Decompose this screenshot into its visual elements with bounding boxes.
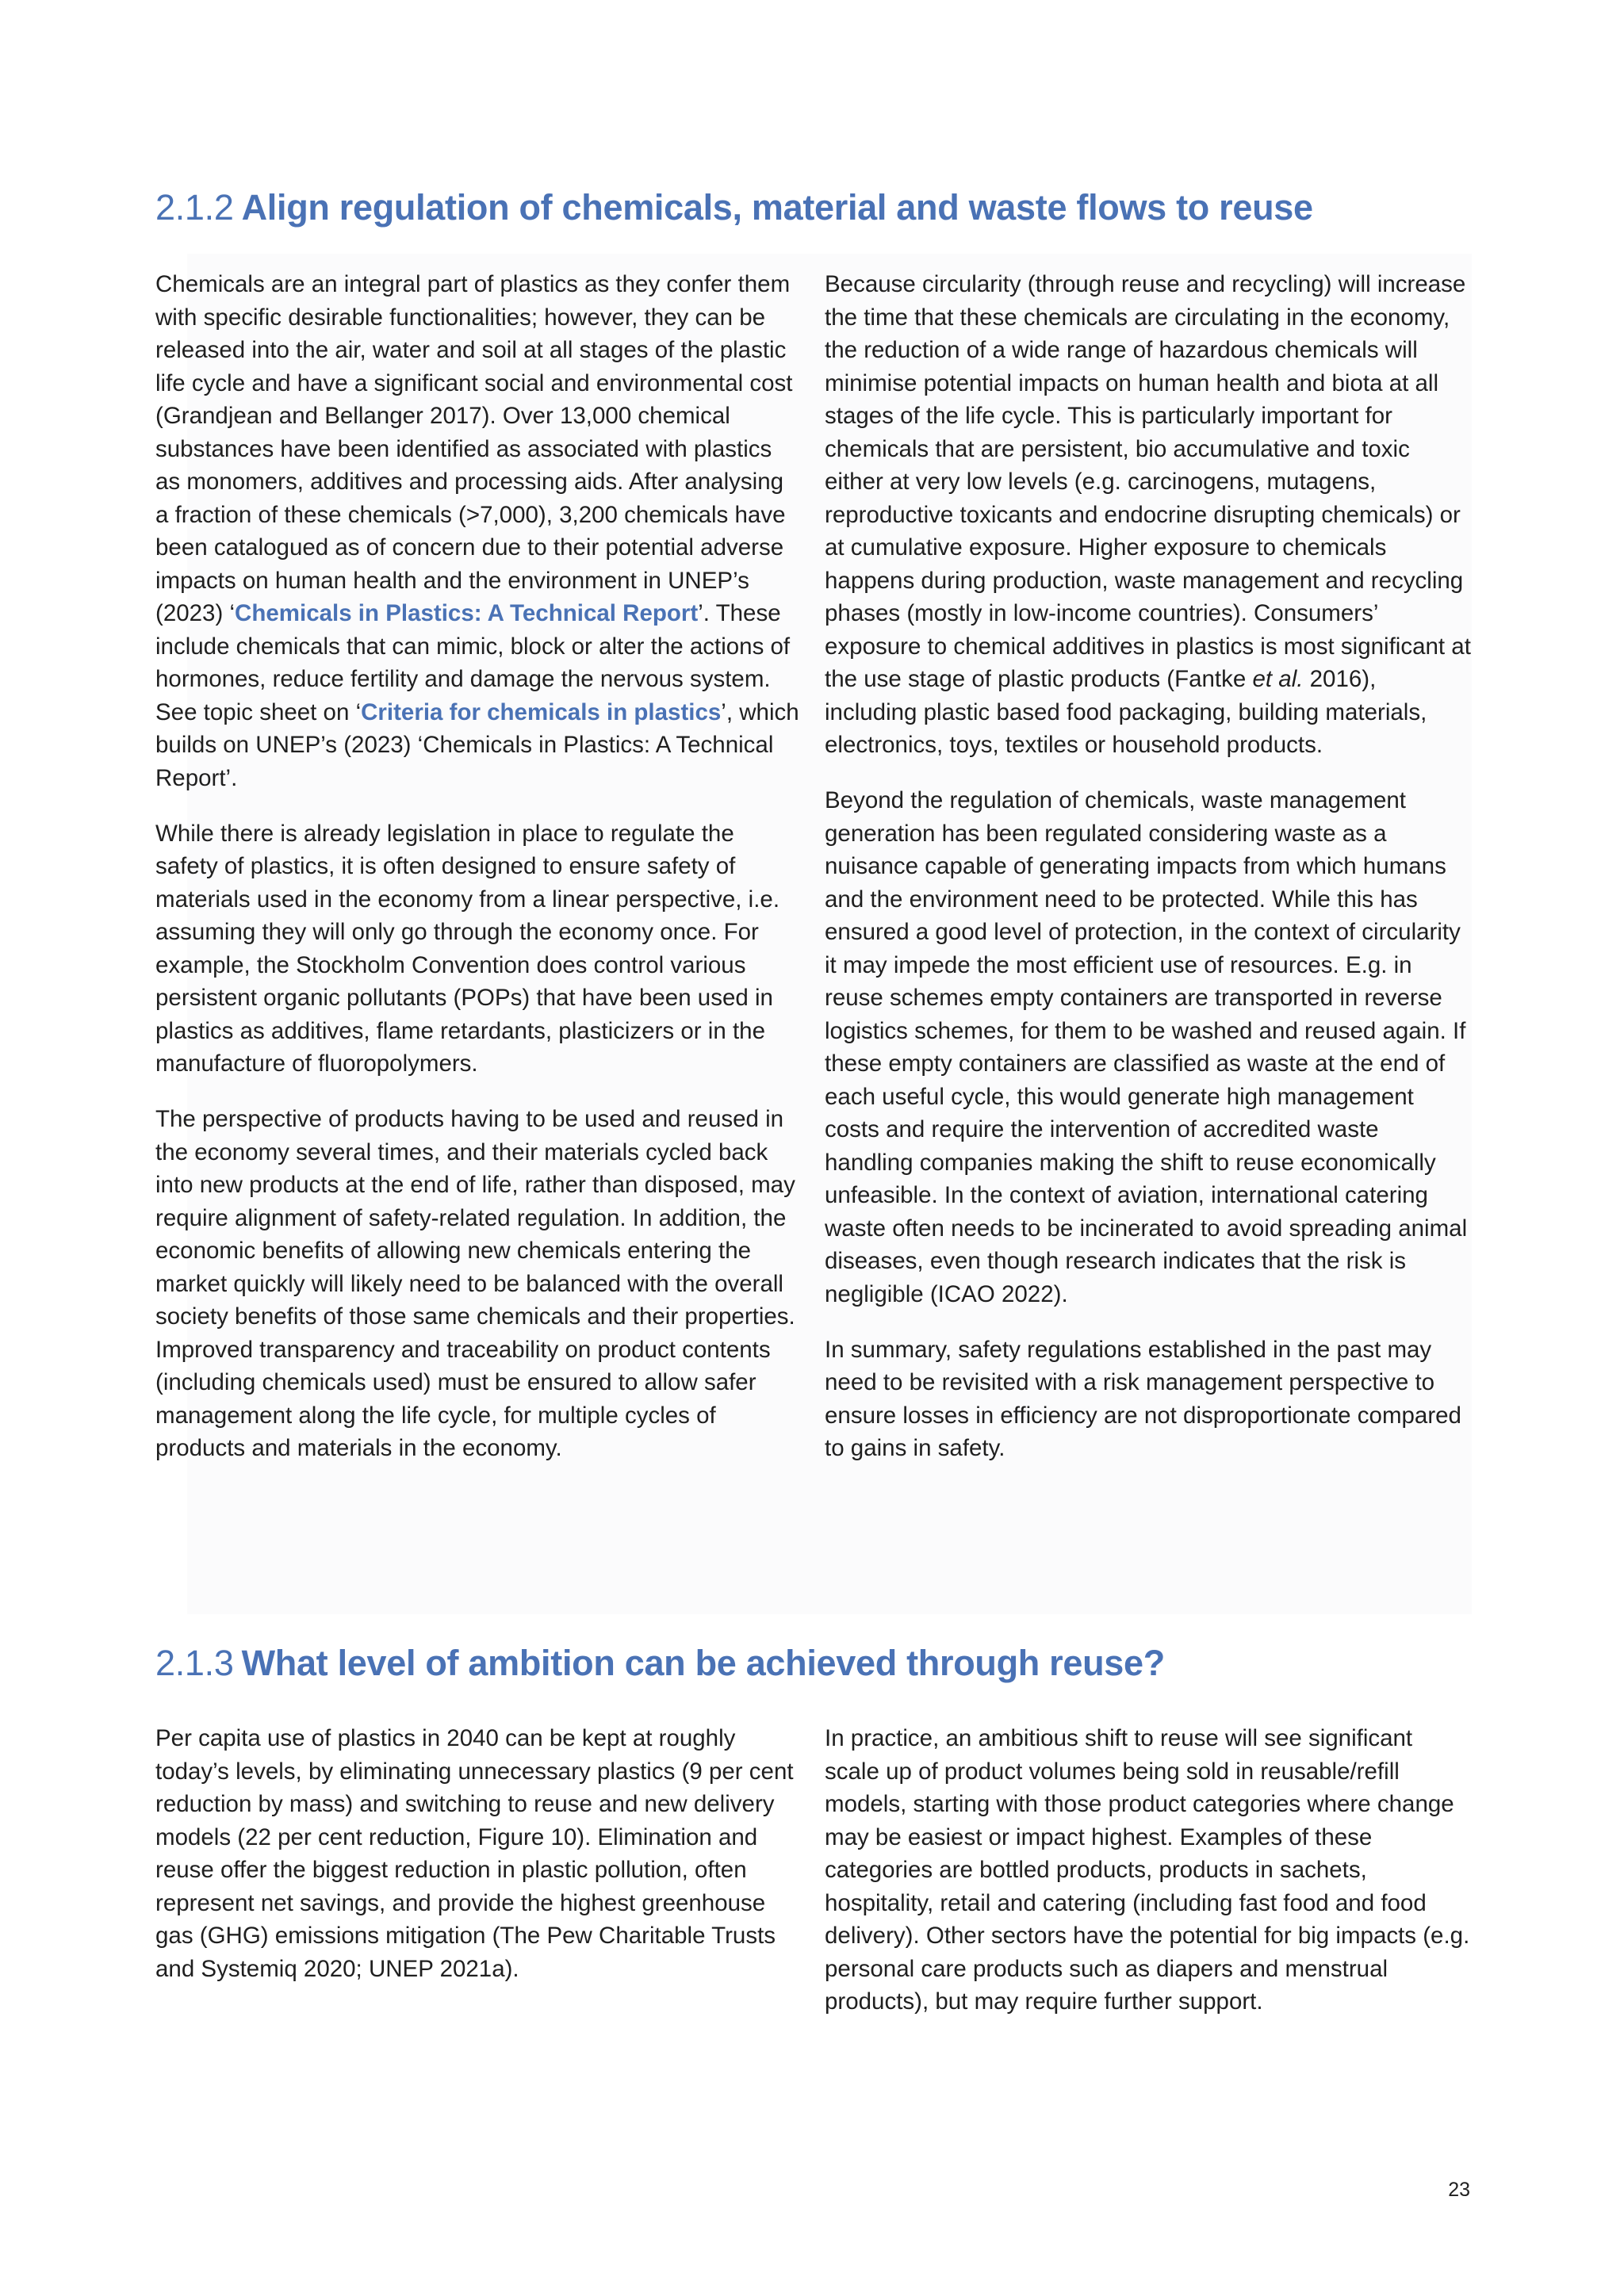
section-title: Align regulation of chemicals, material and waste flows to reuse: [241, 187, 1313, 228]
section-number: 2.1.3: [155, 1643, 234, 1683]
section-heading: [155, 1640, 1472, 1687]
paragraph: Beyond the regulation of chemicals, waste management generation has been regulated considering waste as a nuisance capable of generating impacts from which humans and the environment need to be protected. While this has ensured a good level of protection, in the context of circularity it may impede the most efficient use of resources. E.g. in reuse schemes empty containers are transported in reverse logistics schemes, for them to be washed and reused again. If these empty containers are classified as waste at the end of each useful cycle, this would generate high management costs and require the intervention of accredited waste handling companies making the shift to reuse economically unfeasible. In the context of aviation, international catering waste often needs to be incinerated to avoid spreading animal diseases, even though research indicates that the risk is negligible (ICAO 2022).: [825, 787, 1468, 1307]
text-run: Because circularity (through reuse and recycling) will increase the time that these chemicals are circulating in the economy, the reduction of a wide range of hazardous chemicals will minimise potential impacts on human health and biota at all stages of the life cycle. This is particularly important for chemicals that are persistent, bio accumulative and toxic either at very low levels (e.g. carcinogens, mutagens, reproductive toxicants and endocrine disrupting chemicals) or at cumulative exposure. Higher exposure to chemicals happens during production, waste management and recycling phases (mostly in low-income countries). Consumers’ exposure to chemical additives in plastics is most significant at the use stage of plastic products (Fantke: [825, 271, 1471, 692]
paragraph: Per capita use of plastics in 2040 can be kept at roughly today’s levels, by eliminating unnecessary plastics (9 per cent reduction by mass) and switching to reuse and new delivery models (22 per cent reduction, Figure 10). Elimination and reuse offer the biggest reduction in plastic pollution, often represent net savings, and provide the highest greenhouse gas (GHG) emissions mitigation (The Pew Charitable Trusts and Systemiq 2020; UNEP 2021a).: [155, 1725, 794, 1982]
two-column-body: [155, 268, 1472, 1465]
section-2-1-2: [155, 184, 1472, 1465]
left-column: [155, 1722, 802, 2019]
link-chemicals-in-plastics-report[interactable]: Chemicals in Plastics: A Technical Report: [235, 600, 699, 626]
paragraph: In practice, an ambitious shift to reuse will see significant scale up of product volumes being sold in reusable/refill models, starting with those product categories where change may be easiest or impact highest. Examples of these categories are bottled products, products in sachets, hospitality, retail and catering (including fast food and food delivery). Other sectors have the potential for big impacts (e.g. personal care products such as diapers and menstrual products), but may require further support.: [825, 1725, 1470, 2015]
paragraph: In summary, safety regulations established in the past may need to be revisited with a risk management perspective to ensure losses in efficiency are not disproportionate compared to gains in safety.: [825, 1336, 1461, 1461]
paragraph: The perspective of products having to be used and reused in the economy several times, and their materials cycled back into new products at the end of life, rather than disposed, may require alignment of safety-related regulation. In addition, the economic benefits of allowing new chemicals entering the market quickly will likely need to be balanced with the overall society benefits of those same chemicals and their properties. Improved transparency and traceability on product contents (including chemicals used) must be ensured to allow safer management along the life cycle, for multiple cycles of products and materials in the economy.: [155, 1106, 795, 1461]
section-title: What level of ambition can be achieved through reuse?: [241, 1643, 1165, 1683]
page-number: 23: [1448, 2179, 1470, 2201]
text-run: ’. These include chemicals that can mimic, block or alter the actions of hormones, reduce fertility and damage the nervous system. See topic sheet on ‘: [155, 600, 791, 725]
paragraph: [155, 268, 802, 794]
paragraph: [825, 268, 1472, 762]
right-column: [825, 268, 1472, 1465]
left-column: [155, 268, 802, 1465]
italic-citation: et al.: [1252, 666, 1304, 692]
section-2-1-3: [155, 1640, 1472, 2019]
two-column-body: [155, 1722, 1472, 2019]
text-run: Chemicals are an integral part of plastics as they confer them with specific desirable functionalities; however, they can be released into the air, water and soil at all stages of the plastic life cycle and have a significant social and environmental cost (Grandjean and Bellanger 2017). Over 13,000 chemical substances have been identified as associated with plastics as monomers, additives and processing aids. After analysing a fraction of these chemicals (>7,000), 3,200 chemicals have been catalogued as of concern due to their potential adverse impacts on human health and the environment in UNEP’s (2023) ‘: [155, 271, 793, 626]
text-run: ’, which builds on UNEP’s (2023) ‘Chemicals in Plastics: A Technical Report’.: [155, 698, 799, 791]
right-column: [825, 1722, 1472, 2019]
paragraph: While there is already legislation in place to regulate the safety of plastics, it is often designed to ensure safety of materials used in the economy from a linear perspective, i.e. assuming they will only go through the economy once. For example, the Stockholm Convention does control various persistent organic pollutants (POPs) that have been used in plastics as additives, flame retardants, plasticizers or in the manufacture of fluoropolymers.: [155, 820, 780, 1077]
section-number: 2.1.2: [155, 187, 234, 228]
section-heading: [155, 184, 1472, 232]
text-run: 2016), including plastic based food packaging, building materials, electronics, toys, textiles or household products.: [825, 666, 1427, 758]
link-criteria-for-chemicals[interactable]: Criteria for chemicals in plastics: [361, 698, 722, 725]
